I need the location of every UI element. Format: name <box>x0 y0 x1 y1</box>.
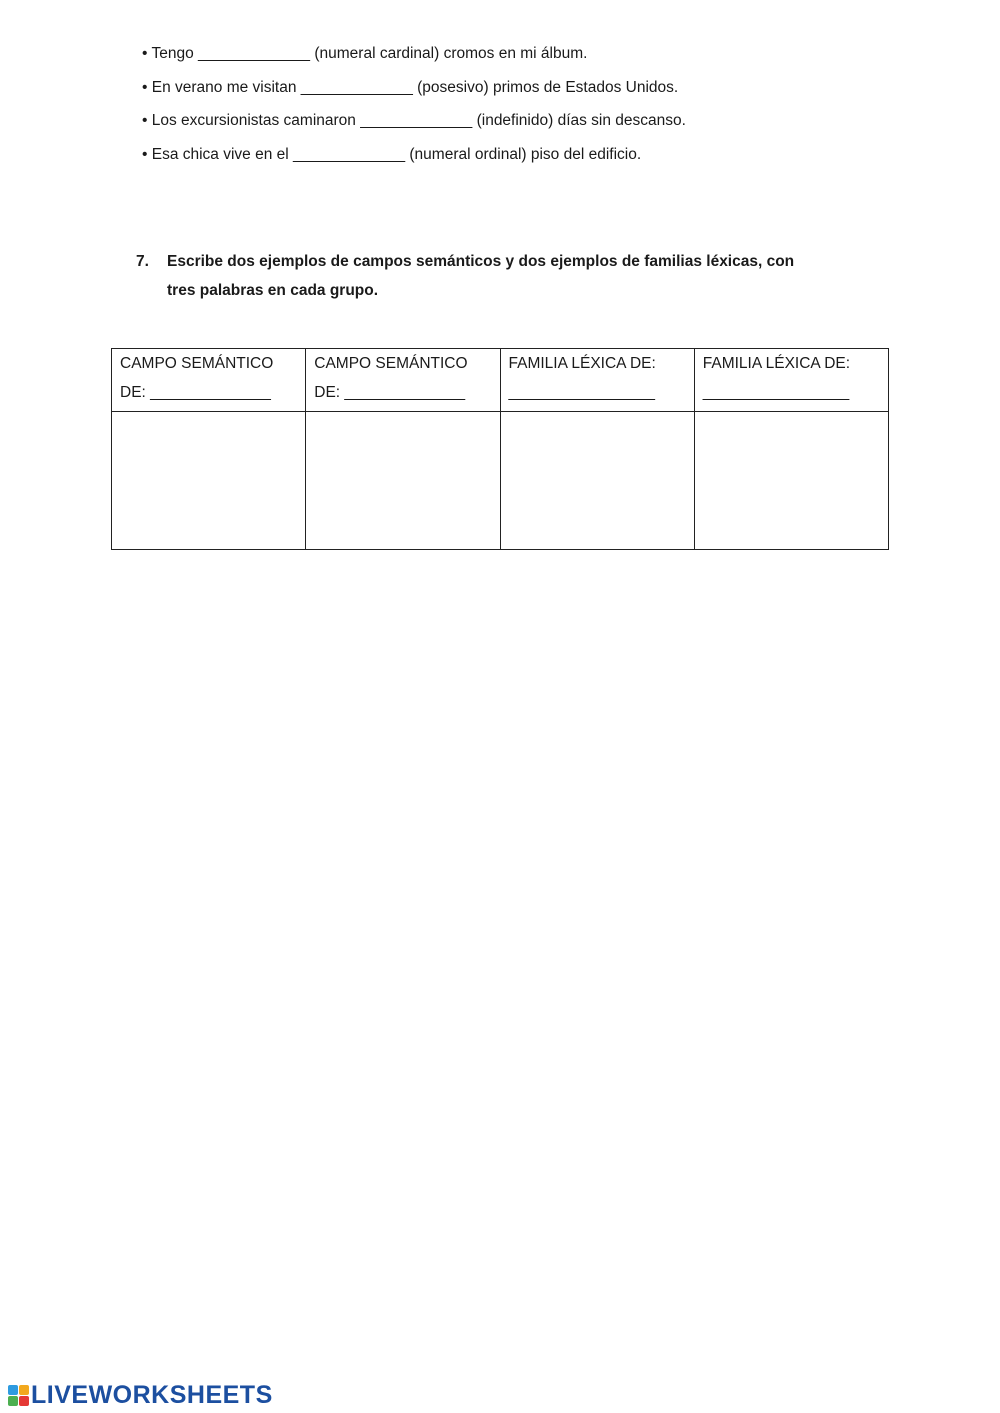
question-number: 7. <box>136 253 149 270</box>
table-row <box>112 412 889 550</box>
header-campo-semantico-2 <box>306 349 500 412</box>
question-text <box>167 247 876 305</box>
header-blank: _________________ <box>508 384 656 401</box>
header-label: FAMILIA LÉXICA DE: <box>508 355 656 372</box>
header-label: CAMPO SEMÁNTICO <box>120 355 274 372</box>
header-campo-semantico-1 <box>112 349 306 412</box>
header-blank: DE: ______________ <box>314 384 466 401</box>
header-familia-lexica-1 <box>500 349 694 412</box>
header-blank: DE: ______________ <box>120 384 271 401</box>
sentence-list <box>142 44 686 179</box>
header-label: FAMILIA LÉXICA DE: <box>702 355 851 372</box>
logo-block <box>19 1396 29 1406</box>
logo-block <box>19 1385 29 1395</box>
sentence-item: • Esa chica vive en el _____________ (numeral ordinal) piso del edificio. <box>142 146 642 164</box>
answer-cell-familia-lexica-2[interactable] <box>694 412 888 550</box>
question-text-line: tres palabras en cada grupo. <box>167 282 379 299</box>
header-label: CAMPO SEMÁNTICO <box>314 355 468 372</box>
logo-block <box>8 1396 18 1406</box>
sentence-item: • Tengo _____________ (numeral cardinal) cromos en mi álbum. <box>142 45 588 62</box>
liveworksheets-logo <box>8 1381 273 1409</box>
answer-cell-campo-semantico-1[interactable] <box>112 412 306 550</box>
sentence-item: • Los excursionistas caminaron _____________ (indefinido) días sin descanso. <box>142 112 686 130</box>
word-groups-table <box>111 348 889 550</box>
header-familia-lexica-2 <box>694 349 888 412</box>
question-7 <box>136 247 876 305</box>
logo-text: LIVEWORKSHEETS <box>31 1381 273 1409</box>
header-blank: _________________ <box>702 384 850 401</box>
logo-blocks-icon <box>8 1385 29 1406</box>
question-text-line: Escribe dos ejemplos de campos semánticos y dos ejemplos de familias léxicas, con <box>167 253 795 270</box>
table-header-row <box>112 349 889 412</box>
answer-cell-campo-semantico-2[interactable] <box>306 412 500 550</box>
answer-cell-familia-lexica-1[interactable] <box>500 412 694 550</box>
sentence-item: • En verano me visitan _____________ (posesivo) primos de Estados Unidos. <box>142 78 679 96</box>
logo-block <box>8 1385 18 1395</box>
